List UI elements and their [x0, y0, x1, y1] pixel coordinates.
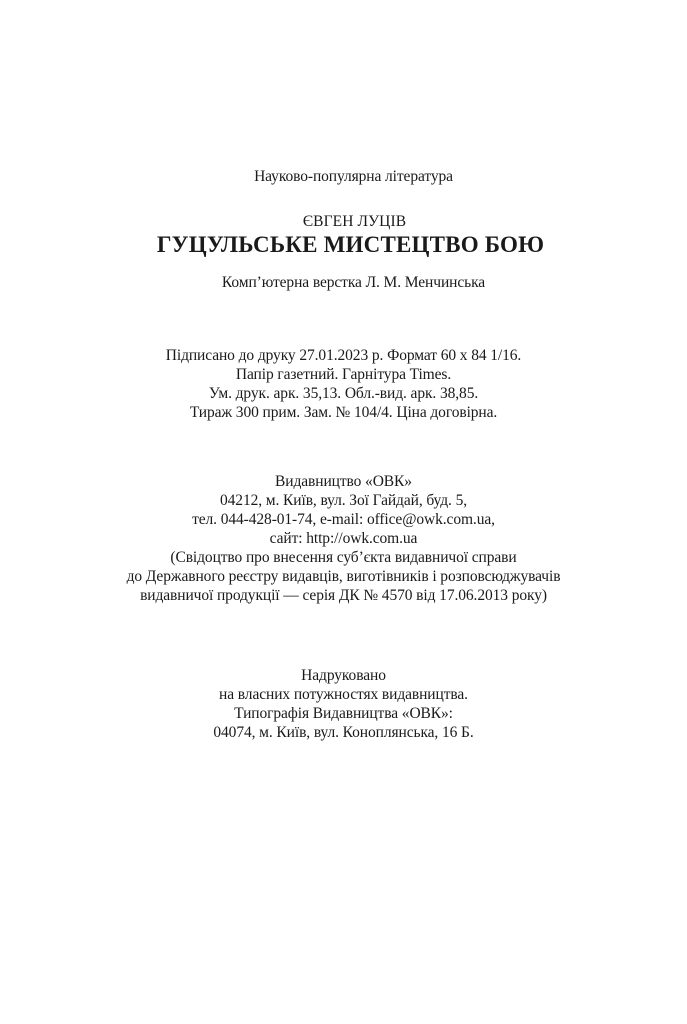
publisher-name: Видавництво «ОВК» [275, 473, 412, 490]
publisher-certificate-line: (Свідоцтво про внесення суб’єкта видавничої справи [170, 549, 517, 566]
publisher-contacts: тел. 044-428-01-74, e-mail: office@owk.com.ua, [192, 511, 495, 528]
print-specifications [0, 346, 687, 422]
publisher-info [0, 472, 687, 605]
genre-label: Науково-популярна література [254, 168, 453, 185]
printed-line: Типографія Видавництва «ОВК»: [234, 705, 453, 722]
imprint-line: Тираж 300 прим. Зам. № 104/4. Ціна договірна. [189, 404, 498, 421]
imprint-line: Ум. друк. арк. 35,13. Обл.-вид. арк. 38,85. [208, 385, 479, 402]
printed-line: Надруковано [301, 667, 386, 684]
author-name: ЄВГЕН ЛУЦІВ [302, 213, 407, 230]
publisher-website: сайт: http://owk.com.ua [269, 530, 418, 547]
imprint-line: Підписано до друку 27.01.2023 р. Формат 60 х 84 1/16. [165, 347, 522, 364]
publisher-address: 04212, м. Київ, вул. Зої Гайдай, буд. 5, [220, 492, 467, 509]
layout-credit: Комп’ютерна верстка Л. М. Менчинська [221, 274, 486, 291]
printed-line: на власних потужностях видавництва. [219, 686, 468, 703]
printing-info [0, 666, 687, 742]
printed-line: 04074, м. Київ, вул. Коноплянська, 16 Б. [213, 724, 474, 741]
publisher-certificate-line: до Державного реєстру видавців, виготівників і розповсюджувачів [126, 568, 561, 585]
book-title: ГУЦУЛЬСЬКЕ МИСТЕЦТВО БОЮ [156, 232, 545, 257]
publisher-certificate-line: видавничої продукції — серія ДК № 4570 від 17.06.2013 року) [140, 587, 547, 604]
imprint-line: Папір газетний. Гарнітура Times. [235, 366, 452, 383]
